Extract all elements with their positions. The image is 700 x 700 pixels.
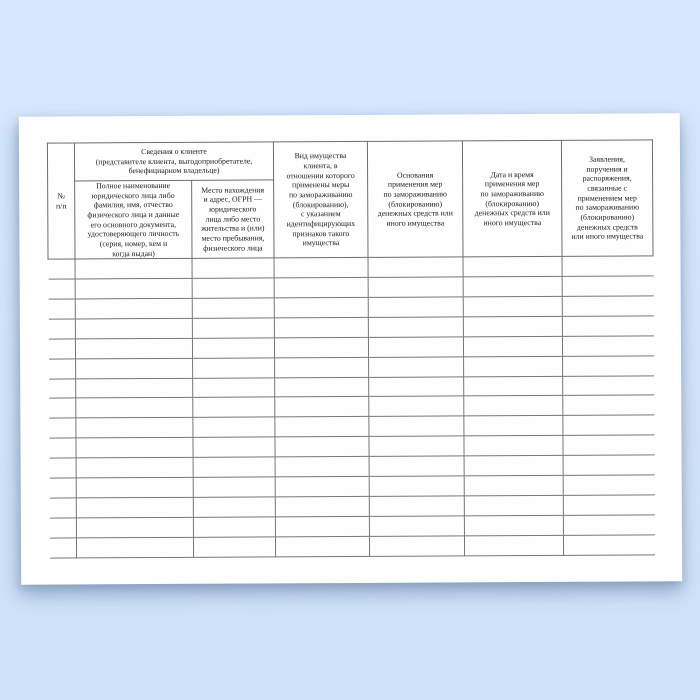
- empty-cell: [275, 377, 369, 397]
- empty-cell: [464, 416, 563, 436]
- empty-cell: [464, 376, 563, 396]
- empty-cell: [368, 337, 463, 357]
- empty-cell: [48, 299, 75, 319]
- empty-cell: [563, 455, 654, 475]
- empty-cell: [369, 456, 464, 476]
- empty-cell: [369, 377, 464, 397]
- empty-cell: [193, 377, 275, 397]
- empty-cell: [76, 438, 193, 459]
- empty-cell: [49, 458, 76, 478]
- empty-cell: [464, 535, 563, 555]
- empty-cell: [275, 496, 369, 516]
- header-group-row: [47, 140, 652, 181]
- header-cell-location: Место нахождения и адрес, ОГРН — юридического лица либо место жительства и (или) место пребывания, физического лица: [192, 180, 274, 259]
- header-cell-orders: Заявления, поручения и распоряжения, связанные с применением мер по замораживанию (блокированию) денежных средств или иного имущества: [561, 140, 653, 257]
- empty-cell: [369, 396, 464, 416]
- header-cell-grounds: Основания применения мер по замораживанию (блокированию) денежных средств или иного имущества: [367, 141, 463, 258]
- empty-cell: [464, 396, 563, 416]
- empty-cell: [75, 278, 192, 299]
- table-row: [49, 535, 654, 558]
- header-cell-property-type: Вид имущества клиента, в отношении которого применены меры по замораживанию (блокированию), с указанием идентифицирующих признаков такого имущества: [273, 141, 368, 258]
- empty-cell: [274, 297, 368, 317]
- empty-cell: [369, 416, 464, 436]
- empty-cell: [464, 356, 563, 376]
- empty-cell: [49, 379, 76, 399]
- empty-cell: [49, 518, 76, 538]
- empty-cell: [193, 417, 275, 437]
- empty-cell: [464, 515, 563, 535]
- empty-cell: [193, 497, 275, 517]
- empty-cell: [193, 397, 275, 417]
- table-body: [48, 256, 655, 558]
- empty-cell: [75, 259, 192, 280]
- empty-cell: [464, 456, 563, 476]
- empty-cell: [48, 259, 75, 279]
- empty-cell: [192, 318, 274, 338]
- empty-cell: [563, 495, 654, 515]
- empty-cell: [76, 378, 193, 399]
- empty-cell: [369, 476, 464, 496]
- empty-cell: [369, 357, 464, 377]
- empty-cell: [274, 337, 368, 357]
- empty-cell: [75, 318, 192, 339]
- empty-cell: [563, 395, 654, 415]
- empty-cell: [562, 296, 653, 316]
- empty-cell: [563, 515, 654, 535]
- table-header: [47, 140, 653, 259]
- empty-cell: [464, 436, 563, 456]
- empty-cell: [463, 296, 562, 316]
- empty-cell: [275, 437, 369, 457]
- empty-cell: [563, 475, 654, 495]
- header-cell-full-name: Полное наименование юридического лица либо фамилия, имя, отчество физического лица и данные его основного документа, удостоверяющего личность (серия, номер, кем и когда выдан): [75, 180, 192, 259]
- empty-cell: [48, 339, 75, 359]
- empty-cell: [464, 495, 563, 515]
- empty-cell: [192, 298, 274, 318]
- empty-cell: [463, 336, 562, 356]
- empty-cell: [369, 496, 464, 516]
- empty-cell: [49, 538, 76, 558]
- empty-cell: [76, 398, 193, 419]
- empty-cell: [275, 357, 369, 377]
- empty-cell: [192, 278, 274, 298]
- empty-cell: [275, 536, 369, 556]
- empty-cell: [369, 536, 464, 556]
- header-cell-datetime: Дата и время применения мер по замораживанию (блокированию) денежных средств или иного имущества: [462, 140, 562, 257]
- empty-cell: [49, 418, 76, 438]
- empty-cell: [49, 398, 76, 418]
- paper: [19, 113, 682, 584]
- empty-cell: [48, 279, 75, 299]
- empty-cell: [49, 478, 76, 498]
- empty-cell: [75, 338, 192, 359]
- empty-cell: [76, 358, 193, 379]
- empty-cell: [274, 278, 368, 298]
- empty-cell: [75, 298, 192, 319]
- empty-cell: [193, 477, 275, 497]
- empty-cell: [563, 535, 654, 555]
- empty-cell: [463, 316, 562, 336]
- empty-cell: [48, 319, 75, 339]
- empty-cell: [562, 276, 653, 296]
- empty-cell: [76, 457, 193, 478]
- empty-cell: [275, 397, 369, 417]
- empty-cell: [369, 436, 464, 456]
- freezing-measures-table: [47, 139, 655, 558]
- empty-cell: [193, 537, 275, 557]
- empty-cell: [193, 358, 275, 378]
- empty-cell: [368, 277, 463, 297]
- empty-cell: [562, 336, 653, 356]
- header-group-client-info: Сведения о клиенте (представителе клиента, выгодоприобретателе, бенефициарном владельце): [74, 142, 273, 181]
- header-cell-number: № п/п: [47, 143, 75, 259]
- empty-cell: [463, 277, 562, 297]
- empty-cell: [193, 457, 275, 477]
- empty-cell: [369, 516, 464, 536]
- empty-cell: [49, 498, 76, 518]
- empty-cell: [274, 258, 368, 278]
- empty-cell: [563, 356, 654, 376]
- empty-cell: [76, 477, 193, 498]
- empty-cell: [563, 435, 654, 455]
- empty-cell: [275, 476, 369, 496]
- empty-cell: [275, 457, 369, 477]
- empty-cell: [463, 257, 562, 277]
- empty-cell: [76, 497, 193, 518]
- empty-cell: [368, 297, 463, 317]
- empty-cell: [192, 258, 274, 278]
- empty-cell: [49, 359, 76, 379]
- empty-cell: [563, 376, 654, 396]
- empty-cell: [49, 438, 76, 458]
- empty-cell: [368, 317, 463, 337]
- empty-cell: [193, 437, 275, 457]
- empty-cell: [275, 417, 369, 437]
- empty-cell: [562, 316, 653, 336]
- empty-cell: [193, 517, 275, 537]
- empty-cell: [76, 537, 193, 558]
- empty-cell: [275, 516, 369, 536]
- empty-cell: [562, 256, 653, 276]
- empty-cell: [76, 418, 193, 439]
- empty-cell: [464, 475, 563, 495]
- empty-cell: [368, 257, 463, 277]
- empty-cell: [274, 317, 368, 337]
- empty-cell: [192, 338, 274, 358]
- empty-cell: [76, 517, 193, 538]
- empty-cell: [563, 415, 654, 435]
